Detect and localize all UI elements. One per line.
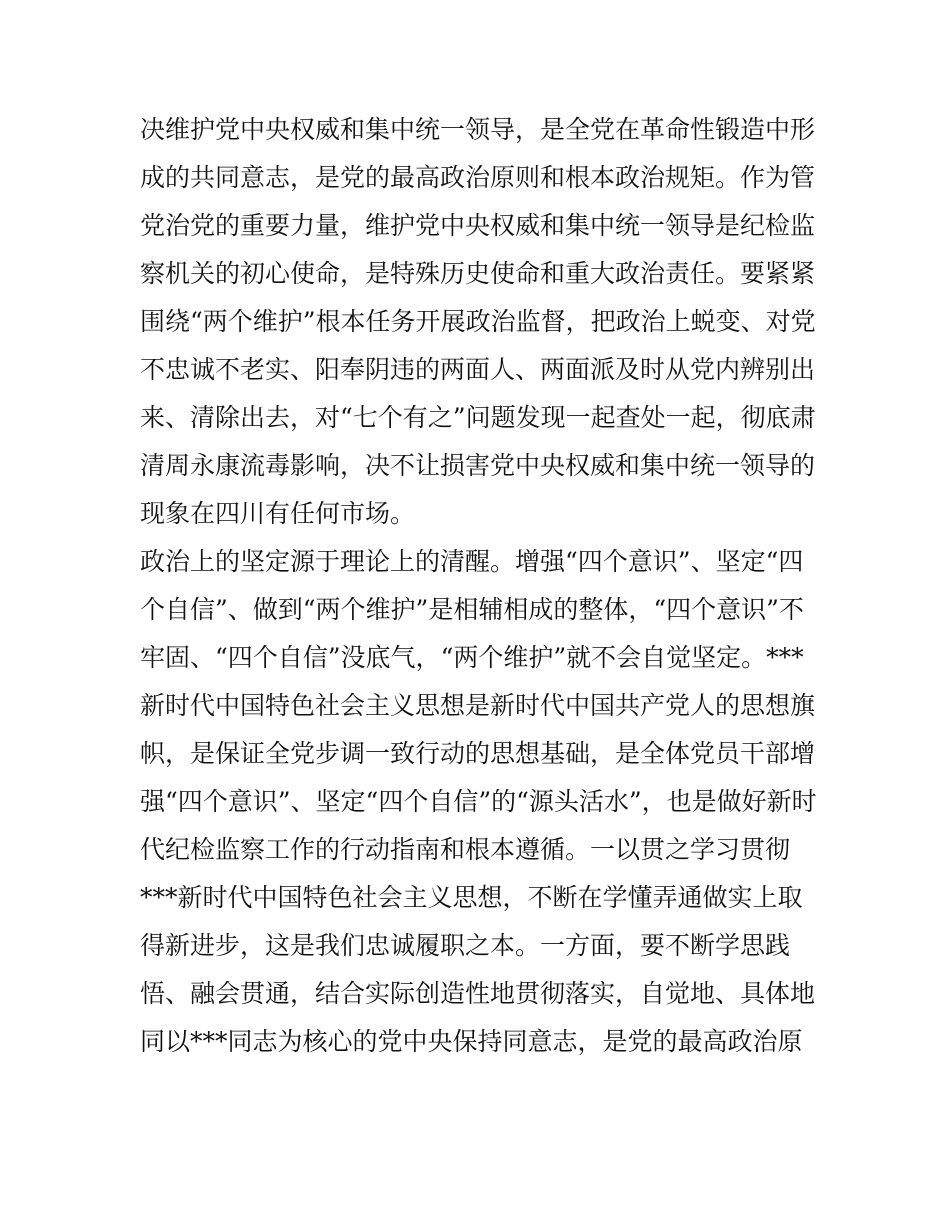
text-line: 个自信”、做到“两个维护”是相辅相成的整体，“四个意识”不 [140,595,804,624]
text-line: 现象在四川有任何市场。 [140,499,416,528]
paragraph-2 [140,538,820,1066]
paragraph-1 [140,106,820,538]
text-line: 清周永康流毒影响，决不让损害党中央权威和集中统一领导的 [140,451,816,480]
text-line: 成的共同意志，是党的最高政治原则和根本政治规矩。作为管 [140,163,816,192]
text-line: 政治上的坚定源于理论上的清醒。增强“四个意识”、坚定“四 [140,547,804,576]
document-body [140,106,820,1066]
text-line: 牢固、“四个自信”没底气，“两个维护”就不会自觉坚定。*** [140,643,804,672]
text-line: ***新时代中国特色社会主义思想，不断在学懂弄通做实上取 [140,883,803,912]
text-line: 不忠诚不老实、阳奉阴违的两面人、两面派及时从党内辨别出 [140,355,816,384]
text-line: 悟、融会贯通，结合实际创造性地贯彻落实，自觉地、具体地 [140,979,816,1008]
text-line: 围绕“两个维护”根本任务开展政治监督，把政治上蜕变、对党 [140,307,816,336]
text-line: 决维护党中央权威和集中统一领导，是全党在革命性锻造中形 [140,115,816,144]
text-line: 帜，是保证全党步调一致行动的思想基础，是全体党员干部增 [140,739,816,768]
text-line: 新时代中国特色社会主义思想是新时代中国共产党人的思想旗 [140,691,816,720]
text-line: 得新进步，这是我们忠诚履职之本。一方面，要不断学思践 [140,931,791,960]
text-line: 察机关的初心使命，是特殊历史使命和重大政治责任。要紧紧 [140,259,816,288]
text-line: 强“四个意识”、坚定“四个自信”的“源头活水”，也是做好新时 [140,787,817,816]
text-line: 代纪检监察工作的行动指南和根本遵循。一以贯之学习贯彻 [140,835,791,864]
text-line: 来、清除出去，对“七个有之”问题发现一起查处一起，彻底肃 [140,403,816,432]
text-line: 同以***同志为核心的党中央保持同意志，是党的最高政治原 [140,1027,803,1056]
text-line: 党治党的重要力量，维护党中央权威和集中统一领导是纪检监 [140,211,816,240]
